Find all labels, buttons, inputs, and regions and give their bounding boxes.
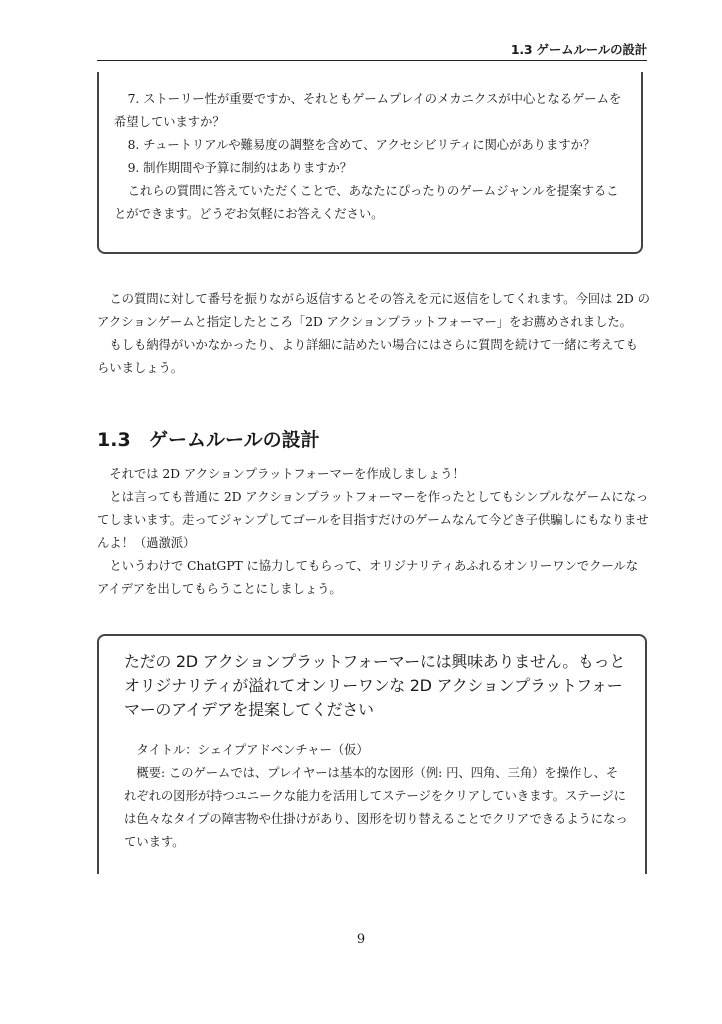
question-7: 7. ストーリー性が重要ですか、それともゲームプレイのメカニクスが中心となるゲームを希望していますか？ xyxy=(114,91,622,129)
question-8: 8. チュートリアルや難易度の調整を含めて、アクセシビリティに関心がありますか？ xyxy=(127,137,596,152)
response-overview: 概要: このゲームでは、プレイヤーは基本的な図形（例: 円、四角、三角）を操作し、それぞれの図形が持つユニークな能力を活用してステージをクリアしていきます。ステージには色々なタイプの障害物や仕掛けがあり、図形を切り替えることでクリアできるようになっています。 xyxy=(124,765,628,849)
response-title: タイトル：シェイプアドベンチャー（仮） xyxy=(136,742,369,757)
header-rule xyxy=(97,60,647,61)
section-heading xyxy=(97,426,647,454)
closing-paragraph: これらの質問に答えていただくことで、あなたにぴったりのゲームジャンルを提案することができます。どうぞお気軽にお答えください。 xyxy=(114,183,619,221)
running-header: 1.3 ゲームルールの設計 xyxy=(510,42,647,57)
section-title: ゲームルールの設計 xyxy=(149,429,320,451)
body-paragraph: この質問に対して番号を振りながら返信するとその答えを元に返信をしてくれます。今回は 2D のアクションゲームと指定したところ「2D アクションプラットフォーマー」をお薦めされました。 xyxy=(97,291,650,329)
chat-response-bottom xyxy=(124,738,630,853)
body-paragraph: もしも納得がいかなかったり、より詳細に詰めたい場合にはさらに質問を続けて一緒に考えてもらいましょう。 xyxy=(97,337,638,375)
body-text xyxy=(97,287,650,379)
page-number: 9 xyxy=(356,932,366,947)
section-paragraph: というわけで ChatGPT に協力してもらって、オリジナリティあふれるオンリーワンでクールなアイデアを出してもらうことにしましょう。 xyxy=(97,558,639,596)
user-prompt: ただの 2D アクションプラットフォーマーには興味ありません。もっとオリジナリティが溢れてオンリーワンな 2D アクションプラットフォーマーのアイデアを提案してください xyxy=(124,652,626,719)
section-paragraph: それでは 2D アクションプラットフォーマーを作成しましょう！ xyxy=(109,466,465,481)
section-body xyxy=(97,462,650,600)
question-9: 9. 制作期間や予算に制約はありますか？ xyxy=(127,160,353,175)
section-paragraph: とは言っても普通に 2D アクションプラットフォーマーを作ったとしてもシンプルなゲームになってしまいます。走ってジャンプしてゴールを目指すだけのゲームなんて今どき子供騙しにもなりませんよ！（過激派） xyxy=(97,489,649,550)
chat-response-text xyxy=(114,87,626,225)
section-number: 1.3 xyxy=(97,429,131,451)
